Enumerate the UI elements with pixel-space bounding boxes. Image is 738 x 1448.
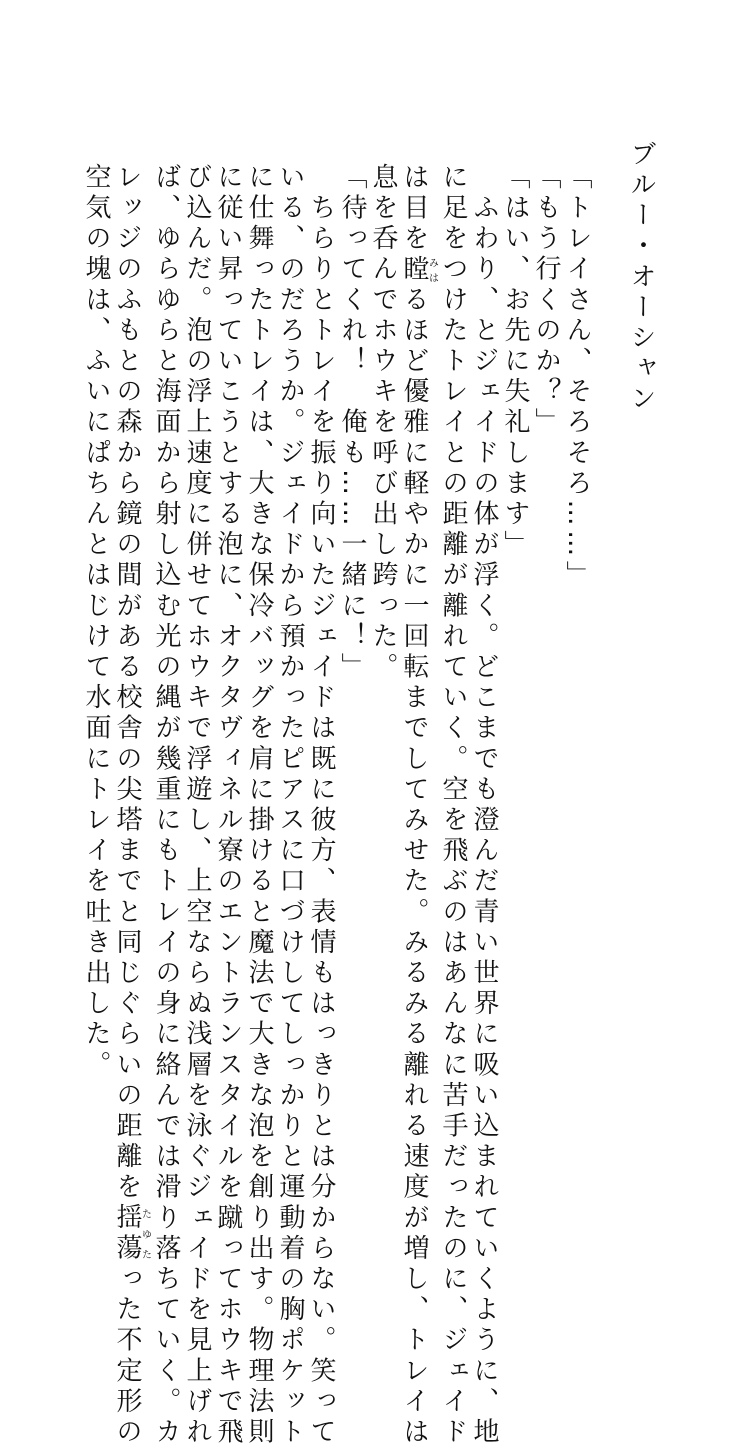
story-body <box>80 163 592 1448</box>
text-line: いる、のだろうか。ジェイドから預かったピアスに口づけしてしっかりと運動着の胸ポケット <box>275 163 305 1448</box>
text-line: 息を呑んでホウキを呼び出し跨った。 <box>368 163 398 684</box>
text-line: 「待ってくれ！ 俺も……一緒に！」 <box>337 163 367 684</box>
text-segment: は目を <box>399 163 429 255</box>
text-line: 「トレイさん、そろそろ……」 <box>562 163 592 592</box>
ruby-word <box>399 254 438 286</box>
text-line: ふわり、とジェイドの体が浮く。どこまでも澄んだ青い世界に吸い込まれていくように、地 <box>469 163 499 1448</box>
text-segment: った不定形の <box>112 1264 142 1448</box>
ruby-base: 揺蕩 <box>112 1203 142 1265</box>
story-title: ブルー・オーシャン <box>626 140 656 416</box>
text-line: ちらりとトレイを振り向いたジェイドは既に彼方、表情もはっきりとは分からない。笑って <box>306 163 336 1448</box>
text-line: に仕舞ったトレイは、大きな保冷バッグを肩に掛けると魔法で大きな泡を創り出す。物理法則 <box>244 163 274 1448</box>
text-line-with-ruby <box>111 163 151 1448</box>
text-segment: レッジのふもとの森から鏡の間がある校舎の尖塔までと同じぐらいの距離を <box>112 163 142 1204</box>
text-line-with-ruby <box>398 163 438 1448</box>
ruby-reading: たゆた <box>139 1203 151 1265</box>
text-line: に従い昇っていこうとする泡に、オクタヴィネル寮のエントランスタイルを蹴ってホウキで飛 <box>213 163 243 1448</box>
text-line: に足をつけたトレイとの距離が離れていく。空を飛ぶのはあんなに苦手だったのに、ジェイド <box>438 163 468 1448</box>
text-line: 空気の塊は、ふいにぱちんとはじけて水面にトレイを吐き出した。 <box>81 163 111 1081</box>
text-line: 「もう行くのか？」 <box>531 163 561 439</box>
text-line: ば、ゆらゆらと海面から射し込む光の縄が幾重にもトレイの身に絡んでは滑り落ちていく。カ <box>151 163 181 1448</box>
text-segment: るほど優雅に軽やかに一回転までしてみせた。みるみる離れる速度が増し、トレイは <box>399 285 429 1448</box>
ruby-base: 瞠 <box>399 254 429 286</box>
ruby-reading: みは <box>426 254 438 286</box>
text-line: 「はい、お先に失礼します」 <box>500 163 530 561</box>
text-line: び込んだ。泡の浮上速度に併せてホウキで浮遊し、上空ならぬ浅層を泳ぐジェイドを見上げれ <box>182 163 212 1448</box>
ruby-word <box>112 1203 151 1265</box>
